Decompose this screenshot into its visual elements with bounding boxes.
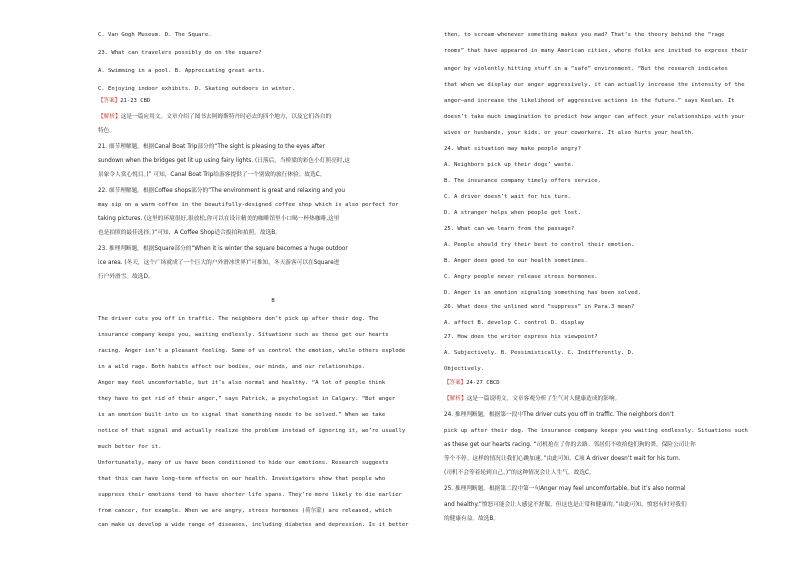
text-line	[444, 412, 674, 419]
text-line	[444, 470, 595, 477]
text-line	[98, 128, 115, 135]
text-line	[98, 380, 385, 387]
line-text: A. Swimming in a pool. B. Appreciating great arts.	[98, 68, 265, 74]
text-line	[444, 226, 574, 233]
text-line	[444, 194, 571, 201]
text-line	[98, 444, 161, 451]
text-line	[444, 274, 598, 281]
line-text: 的健康有益。故选B。	[444, 516, 500, 522]
line-text: 25. What can we learn from the passage?	[444, 226, 575, 232]
section-tag: 【答案】	[444, 380, 467, 386]
line-text: much better for it.	[98, 444, 162, 450]
text-line	[98, 158, 350, 165]
line-text: B. Anger does good to our health sometimes.	[444, 258, 588, 264]
text-line	[98, 396, 395, 403]
text-line	[444, 258, 588, 265]
line-text: notice of that signal and actually realize the problem instead of ignoring it, we’re usually	[98, 428, 406, 434]
line-text: D. Anger is an emotion signaling something has been solved.	[444, 290, 642, 296]
text-line	[444, 178, 601, 185]
line-text: as these get our hearts racing. “司机抢在了你的去路。邻居们不收拾他们狗的粪。保险公司让你	[444, 442, 696, 448]
line-text: that this can have long-term effects on our health. Investigators show that people who	[98, 476, 386, 482]
line-text: 等个不停。这样的情况让我们心跳加速。”由此可知，C项 A driver doesn’t wait for his turn.	[444, 456, 681, 462]
line-text: C. Van Gogh Museum. D. The Square.	[98, 32, 212, 38]
line-text: anger by violently hitting stuff in a “safe” environment. “But the research indicates	[444, 66, 728, 72]
line-text: 25. 推理判断题。根据第二段中第一句Anger may feel uncomfortable, but it’s also normal	[444, 486, 686, 492]
line-text: 21. 细节理解题。根据Canal Boat Trip部分的“The sight is pleasing to the eyes after	[98, 144, 325, 150]
line-text: ice area. (冬天，这个广场就成了一个巨大的户外滑冰世界)”可推知，冬天游客可以在Square进	[98, 260, 340, 266]
text-line	[444, 48, 748, 55]
text-line	[444, 350, 634, 357]
line-text: Objectively.	[444, 366, 485, 372]
text-line	[98, 428, 405, 435]
section-tag: 【答案】	[98, 98, 121, 104]
line-text: pick up after their dog. The insurance company keeps you waiting endlessly. Situations such	[444, 428, 748, 434]
text-line	[444, 396, 620, 403]
line-text: can make us develop a wide range of diseases, including diabetes and depression. Is it better	[98, 522, 409, 528]
line-text: D. A stranger helps when people get lost.	[444, 210, 581, 216]
text-line	[98, 348, 405, 355]
line-text: sundown when the bridges get lit up using fairy lights. (日落后，当桥梁的彩色小灯照亮时,这	[98, 158, 350, 164]
line-text: they have to get rid of their anger,” says Patrick, a psychologist in Calgary. “But anger	[98, 396, 396, 402]
line-text: anger—and increase the likelihood of aggressive actions in the future.” says Keelan. It	[444, 98, 735, 104]
text-line	[98, 32, 212, 39]
text-line	[444, 98, 735, 105]
line-text: A. People should try their best to control their emotion.	[444, 242, 635, 248]
line-text: The driver cuts you off in traffic. The neighbors don’t pick up after their dog. The	[98, 316, 379, 322]
line-text: 27. How does the writer express his viewpoint?	[444, 334, 598, 340]
text-line	[444, 130, 694, 137]
text-line	[98, 202, 399, 209]
text-line	[98, 412, 385, 419]
text-line	[444, 146, 581, 153]
text-line	[98, 364, 365, 371]
text-line	[444, 486, 686, 493]
line-text: (司机不会等着轮到自己。)”的这种情况会让人生气。故选C。	[444, 470, 595, 476]
line-text: Anger may feel uncomfortable, but it’s also normal and healthy. “A lot of people think	[98, 380, 386, 386]
text-line	[98, 492, 402, 499]
line-text: is an emotion built into us to signal that something needs to be solved.” When we take	[98, 412, 386, 418]
line-text: C. A driver doesn’t wait for his turn.	[444, 194, 571, 200]
text-line	[444, 380, 500, 387]
text-line	[98, 86, 295, 93]
text-line	[98, 216, 339, 223]
line-text: 23. 推理判断题。根据Square部分的“When it is winter the square becomes a huge outdoor	[98, 246, 348, 252]
text-line	[444, 82, 745, 89]
line-text: doesn’t take much imagination to predict how anger can affect your relationships with your	[444, 114, 745, 120]
text-line	[98, 476, 385, 483]
line-text: 景象令人赏心悦目。)” 可知，Canal Boat Trip给游客提供了一个别致的旅行体验。故选C。	[98, 172, 326, 178]
text-line	[98, 508, 392, 515]
line-text: 行户外滑雪。故选D。	[98, 274, 154, 280]
line-text: 这是一篇说明文。文章客观分析了生气对人健康造成的影响。	[466, 396, 621, 402]
line-text: 特色。	[98, 128, 116, 134]
text-line	[444, 290, 641, 297]
line-text: then, to scream whenever something makes you mad? That’s the theory behind the “rage	[444, 32, 725, 38]
text-line	[444, 162, 574, 169]
line-text: 23. What can travelers possibly do on the square?	[98, 50, 262, 56]
line-text: A. affect B. develop C. control D. display	[444, 320, 585, 326]
text-line	[98, 98, 150, 105]
text-line	[444, 320, 584, 327]
line-text: 24. 推理判断题。根据第一段中The driver cuts you off in traffic. The neighbors don’t	[444, 412, 674, 418]
line-text: racing. Anger isn’t a pleasant feeling. Some of us control the emotion, while others explode	[98, 348, 406, 354]
text-line	[444, 516, 499, 523]
line-text: Unfortunately, many of us have been conditioned to hide our emotions. Research suggests	[98, 460, 389, 466]
line-text: 这是一篇应用文。文章介绍了图书去阿姆斯特丹时必去的四个地方，以及它们各自的	[120, 114, 332, 120]
line-text: suppress their emotions tend to have shorter life spans. They’re more likely to die earlier	[98, 492, 402, 498]
line-text: A. Subjectively. B. Pessimistically. C. Indifferently. D.	[444, 350, 635, 356]
text-line	[98, 188, 345, 195]
text-line	[98, 332, 389, 339]
line-text: 24-27 CBCD	[466, 380, 500, 386]
line-text: B. The insurance company timely offers service.	[444, 178, 601, 184]
section-tag: 【解析】	[98, 114, 121, 120]
text-line	[444, 242, 634, 249]
text-line	[98, 114, 331, 121]
text-line	[98, 68, 265, 75]
line-text: from cancer, for example. When we are angry, stress hormones (荷尔蒙) are released, which	[98, 508, 392, 514]
text-line	[444, 210, 581, 217]
line-text: B	[271, 298, 275, 304]
line-text: rooms” that have appeared in many American cities, where folks are invited to express their	[444, 48, 748, 54]
line-text: A. Neighbors pick up their dogs’ waste.	[444, 162, 575, 168]
line-text: 24. What situation may make people angry?	[444, 146, 581, 152]
text-line	[98, 460, 389, 467]
line-text: wives or husbands, your kids, or your coworkers. It also hurts your health.	[444, 130, 695, 136]
line-text: in a wild rage. Both habits affect our bodies, our minds, and our relationships.	[98, 364, 366, 370]
line-text: 也是拍照的最佳选择。)”可知，A Coffee Shop适合拔拍和拍照。故选B。	[98, 230, 281, 236]
line-text: 26. What does the unlined word “suppress” in Para.3 mean?	[444, 304, 635, 310]
text-line	[444, 366, 484, 373]
line-text: 21-23 CBD	[120, 98, 151, 104]
text-line	[98, 172, 325, 179]
text-line	[444, 334, 598, 341]
text-line	[98, 246, 348, 253]
line-text: 22. 细节理解题。根据Coffee shops部分的“The environment is great and relaxing and you	[98, 188, 345, 194]
line-text: that when we display our anger aggressively, it can actually increase the intensity of the	[444, 82, 745, 88]
text-line	[444, 502, 687, 509]
line-text: may sip on a warm coffee in the beautifully-designed coffee shop which is also perfect for	[98, 202, 399, 208]
text-line	[98, 298, 448, 305]
text-line	[98, 522, 409, 529]
text-line	[444, 442, 696, 449]
text-line	[444, 66, 728, 73]
text-line	[98, 260, 339, 267]
text-line	[98, 50, 262, 57]
line-text: C. Enjoying indoor exhibits. D. Skating outdoors in winter.	[98, 86, 296, 92]
text-line	[444, 32, 725, 39]
text-line	[98, 316, 379, 323]
text-line	[98, 144, 325, 151]
section-tag: 【解析】	[444, 396, 467, 402]
text-line	[98, 274, 154, 281]
line-text: and healthy.“愤怒可能会让人感觉不舒服，但这也是正常和健康的。”由此可知，愤怒有时对我们	[444, 502, 687, 508]
text-line	[444, 114, 745, 121]
text-line	[444, 304, 634, 311]
line-text: taking pictures. (这里的环境很好,很放松,你可以在设计精美的咖啡馆里小口喝一杯热咖啡,这里	[98, 216, 340, 222]
line-text: insurance company keeps you, waiting endlessly. Situations such as these get our hearts	[98, 332, 389, 338]
text-line	[98, 230, 281, 237]
line-text: C. Angry people never release stress hormones.	[444, 274, 598, 280]
text-line	[444, 456, 680, 463]
text-line	[444, 428, 748, 435]
